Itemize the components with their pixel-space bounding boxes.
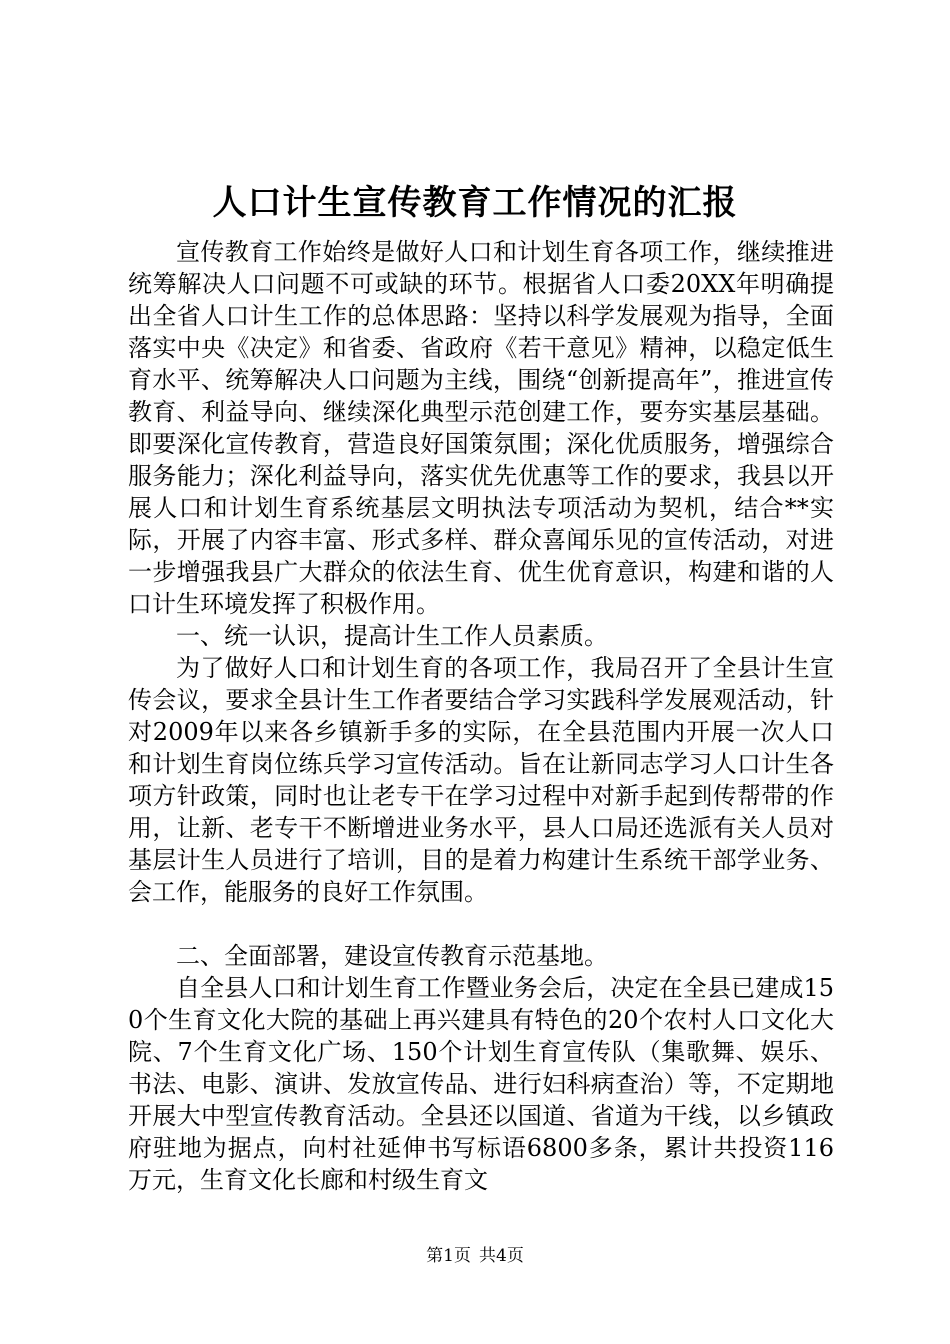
section-heading-2: 二、全面部署，建设宣传教育示范基地。 — [176, 942, 608, 970]
page-number: 第1页 — [426, 1246, 471, 1266]
page-total: 共4页 — [479, 1246, 524, 1266]
document-title: 人口计生宣传教育工作情况的汇报 — [212, 183, 738, 223]
document-body — [128, 236, 834, 1196]
paragraph-section-1: 为了做好人口和计划生育的各项工作，我局召开了全县计生宣传会议，要求全县计生工作者要结合学习实践科学发展观活动，针对2009年以来各乡镇新手多的实际，在全县范围内开展一次人口和计划生育岗位练兵学习宣传活动。旨在让新同志学习人口计生各项方针政策，同时也让老专干在学习过程中对新手起到传帮带的作用，让新、老专干不断增进业务水平，县人口局还选派有关人员对基层计生人员进行了培训，目的是着力构建计生系统干部学业务、会工作，能服务的良好工作氛围。 — [128, 654, 834, 906]
section-heading-1: 一、统一认识，提高计生工作人员素质。 — [176, 622, 608, 650]
paragraph-section-2: 自全县人口和计划生育工作暨业务会后，决定在全县已建成150个生育文化大院的基础上再兴建具有特色的20个农村人口文化大院、7个生育文化广场、150个计划生育宣传队（集歌舞、娱乐、书法、电影、演讲、发放宣传品、进行妇科病查治）等，不定期地开展大中型宣传教育活动。全县还以国道、省道为干线，以乡镇政府驻地为据点，向村社延伸书写标语6800多条，累计共投资116万元，生育文化长廊和村级生育文 — [128, 974, 834, 1194]
paragraph-intro: 宣传教育工作始终是做好人口和计划生育各项工作，继续推进统筹解决人口问题不可或缺的环节。根据省人口委20XX年明确提出全省人口计生工作的总体思路：坚持以科学发展观为指导，全面落实中央《决定》和省委、省政府《若干意见》精神，以稳定低生育水平、统筹解决人口问题为主线，围绕“创新提高年”，推进宣传教育、利益导向、继续深化典型示范创建工作，要夯实基层基础。即要深化宣传教育，营造良好国策氛围；深化优质服务，增强综合服务能力；深化利益导向，落实优先优惠等工作的要求，我县以开展人口和计划生育系统基层文明执法专项活动为契机，结合**实际，开展了内容丰富、形式多样、群众喜闻乐见的宣传活动，对进一步增强我县广大群众的依法生育、优生优育意识，构建和谐的人口计生环境发挥了积极作用。 — [128, 238, 834, 618]
page-footer — [0, 1244, 950, 1268]
